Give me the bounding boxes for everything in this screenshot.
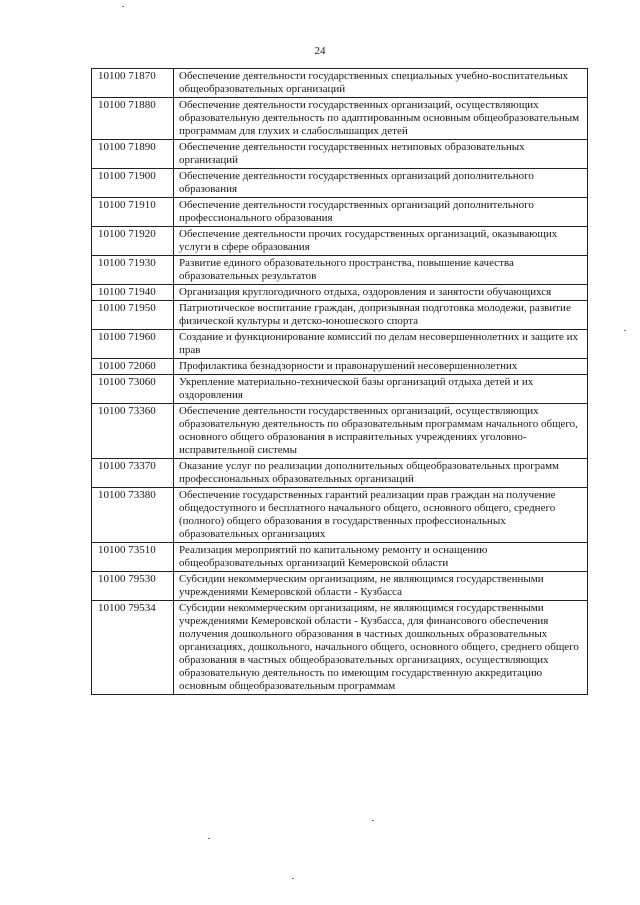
scan-speck <box>372 820 374 821</box>
row-code: 10100 71880 <box>92 98 174 140</box>
table-row <box>92 543 588 572</box>
row-code: 10100 73370 <box>92 459 174 488</box>
row-code: 10100 79530 <box>92 572 174 601</box>
row-code: 10100 71920 <box>92 227 174 256</box>
row-code: 10100 71950 <box>92 301 174 330</box>
table-row <box>92 330 588 359</box>
table-row <box>92 459 588 488</box>
row-description: Профилактика безнадзорности и правонарушений несовершеннолетних <box>174 359 588 375</box>
row-code: 10100 73380 <box>92 488 174 543</box>
row-description: Обеспечение деятельности государственных специальных учебно-воспитательных общеобразовательных организаций <box>174 69 588 98</box>
table-row <box>92 359 588 375</box>
scan-speck <box>122 6 124 7</box>
table-row <box>92 301 588 330</box>
row-description: Обеспечение деятельности государственных организаций, осуществляющих образовательную деятельность по адаптированным основным общеобразовательным программам для глухих и слабослышащих детей <box>174 98 588 140</box>
row-code: 10100 71960 <box>92 330 174 359</box>
scan-speck <box>292 878 294 879</box>
row-code: 10100 71890 <box>92 140 174 169</box>
row-description: Оказание услуг по реализации дополнительных общеобразовательных программ профессиональных образовательных организаций <box>174 459 588 488</box>
row-description: Организация круглогодичного отдыха, оздоровления и занятости обучающихся <box>174 285 588 301</box>
table-row <box>92 601 588 695</box>
row-description: Создание и функционирование комиссий по делам несовершеннолетних и защите их прав <box>174 330 588 359</box>
table-row <box>92 69 588 98</box>
row-description: Обеспечение деятельности государственных организаций дополнительного профессионального образования <box>174 198 588 227</box>
row-code: 10100 71900 <box>92 169 174 198</box>
row-code: 10100 71940 <box>92 285 174 301</box>
table-row <box>92 227 588 256</box>
row-code: 10100 73510 <box>92 543 174 572</box>
row-description: Обеспечение деятельности государственных организаций, осуществляющих образовательную деятельность по образовательным программам начального общего, основного общего образования в исправительных учреждениях уголовно-исправительной системы <box>174 404 588 459</box>
row-code: 10100 71930 <box>92 256 174 285</box>
row-description: Патриотическое воспитание граждан, допризывная подготовка молодежи, развитие физической культуры и детско-юношеского спорта <box>174 301 588 330</box>
row-code: 10100 71910 <box>92 198 174 227</box>
row-description: Обеспечение государственных гарантий реализации прав граждан на получение общедоступного и бесплатного начального общего, основного общего, среднего (полного) общего образования в государственных профессиональных образовательных организациях <box>174 488 588 543</box>
table-body <box>92 69 588 695</box>
table-row <box>92 98 588 140</box>
table-row <box>92 375 588 404</box>
budget-code-table <box>91 68 588 695</box>
page-number: 24 <box>314 45 326 57</box>
row-code: 10100 73060 <box>92 375 174 404</box>
scan-speck <box>208 838 210 839</box>
row-description: Реализация мероприятий по капитальному ремонту и оснащению общеобразовательных организаций Кемеровской области <box>174 543 588 572</box>
scan-speck <box>624 330 626 331</box>
row-description: Субсидии некоммерческим организациям, не являющимся государственными учреждениями Кемеровской области - Кузбасса <box>174 572 588 601</box>
row-code: 10100 79534 <box>92 601 174 695</box>
table-row <box>92 488 588 543</box>
row-description: Обеспечение деятельности государственных нетиповых образовательных организаций <box>174 140 588 169</box>
row-code: 10100 71870 <box>92 69 174 98</box>
row-description: Субсидии некоммерческим организациям, не являющимся государственными учреждениями Кемеровской области - Кузбасса, для финансового обеспечения получения дошкольного образования в частных дошкольных образовательных организациях, дошкольного, начального общего, основного общего, среднего общего образования в частных общеобразовательных организациях, осуществляющих образовательную деятельность по имеющим государственную аккредитацию основным общеобразовательным программам <box>174 601 588 695</box>
table-row <box>92 198 588 227</box>
row-code: 10100 72060 <box>92 359 174 375</box>
table-row <box>92 169 588 198</box>
table-row <box>92 404 588 459</box>
row-description: Развитие единого образовательного пространства, повышение качества образовательных результатов <box>174 256 588 285</box>
table-row <box>92 285 588 301</box>
row-code: 10100 73360 <box>92 404 174 459</box>
row-description: Обеспечение деятельности прочих государственных организаций, оказывающих услуги в сфере образования <box>174 227 588 256</box>
row-description: Укрепление материально-технической базы организаций отдыха детей и их оздоровления <box>174 375 588 404</box>
table-row <box>92 256 588 285</box>
table-row <box>92 572 588 601</box>
table-row <box>92 140 588 169</box>
row-description: Обеспечение деятельности государственных организаций дополнительного образования <box>174 169 588 198</box>
